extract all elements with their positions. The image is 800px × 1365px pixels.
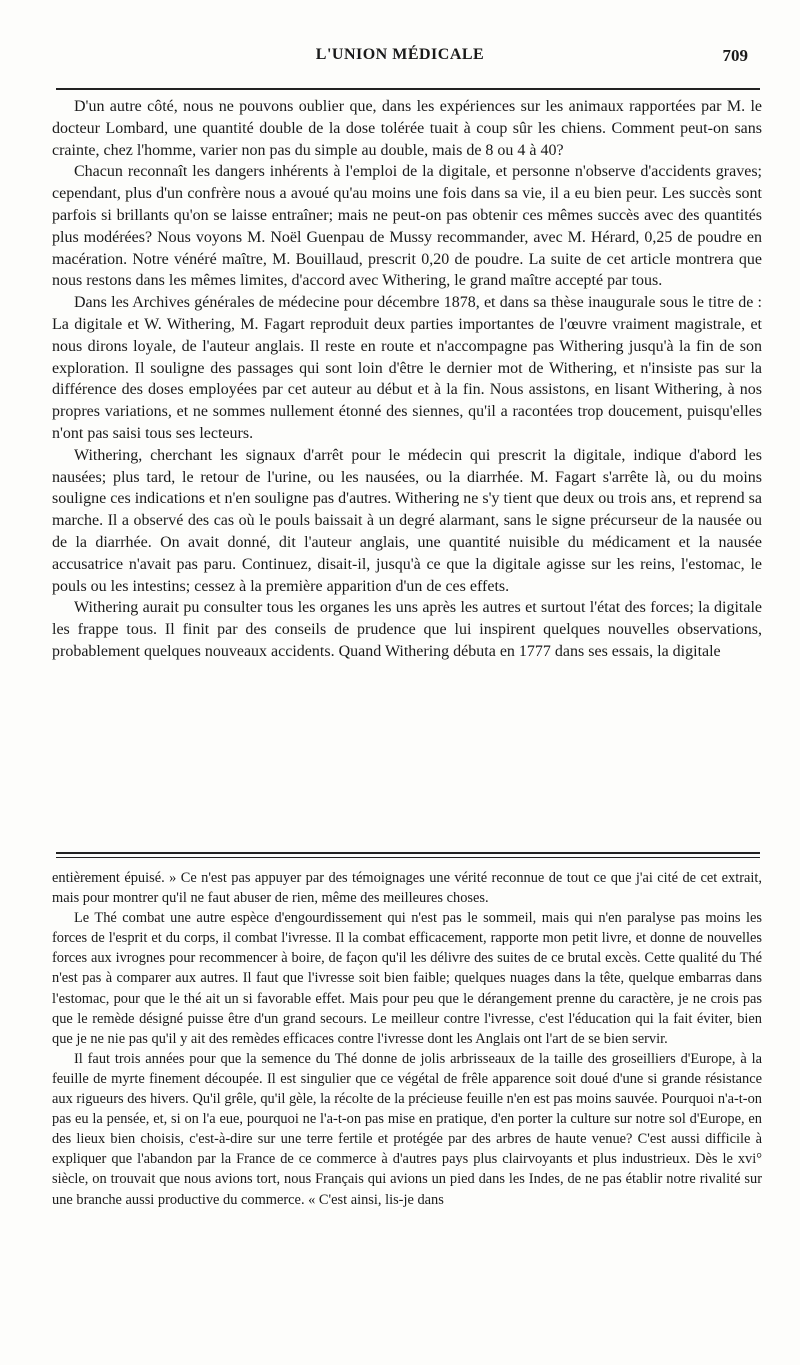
paragraph: Dans les Archives générales de médecine pour décembre 1878, et dans sa thèse inaugurale sous le titre de : La digitale et W. Withering, M. Fagart reproduit deux parties importantes de l'œuvre vraiment magistrale, et nous dirons loyale, de l'auteur anglais. Il reste en route et n'accompagne pas Withering jusqu'à la fin de son exploration. Il souligne des passages qui sont loin d'être le dernier mot de Withering, et n'insiste pas sur la différence des doses employées par cet auteur au début et à la fin. Nous assistons, en lisant Withering, à nos propres variations, et ne sommes nullement étonné des siennes, qu'il a racontées trop doucement, puisqu'elles n'ont pas saisi tous ses lecteurs.	[52, 294, 762, 442]
note-paragraph: Il faut trois années pour que la semence du Thé donne de jolis arbrisseaux de la taille des groseilliers d'Europe, à la feuille de myrte finement découpée. Il est singulier que ce végétal de frêle apparence soit doué d'une si grande résistance aux rigueurs des hivers. Qu'il grêle, qu'il gèle, la récolte de la précieuse feuille n'en est pas moins sauvée. Pourquoi n'a-t-on pas eu la pensée, et, si on l'a eue, pourquoi ne l'a-t-on pas mise en pratique, d'en porter la culture sur notre sol d'Europe, en des lieux bien choisis, c'est-à-dire sur une terre fertile et protégée par des arbres de haute venue? C'est aussi difficile à expliquer que l'abandon par la France de ce commerce à d'autres pays plus clairvoyants et plus industrieux. Dès le xvi° siècle, on trouvait que nous avions tort, nous Français qui avions un pied dans les Indes, de ne pas établir notre rivalité sur une branche aussi productive du commerce. « C'est ainsi, lis-je dans	[52, 1050, 762, 1208]
paragraph: Withering, cherchant les signaux d'arrêt pour le médecin qui prescrit la digitale, indique d'abord les nausées; plus tard, le retour de l'urine, ou les nausées, ou la diarrhée. M. Fagart s'arrête là, ou du moins souligne ces indications et n'en souligne pas d'autres. Withering ne s'y tient que deux ou trois ans, et reprend sa marche. Il a observé des cas où le pouls baissait à un degré alarmant, sans le signe précurseur de la nausée ou de la diarrhée. On avait donné, dit l'auteur anglais, une quantité nuisible du médicament et la nausée accusatrice n'avait pas paru. Continuez, disait-il, jusqu'à ce que la digitale agisse sur les reins, l'estomac, le pouls ou les intestins; cessez à la première apparition d'un de ces effets.	[52, 446, 762, 595]
note-paragraph: Le Thé combat une autre espèce d'engourdissement qui n'est pas le sommeil, mais qui n'en paralyse pas moins les forces de l'esprit et du corps, il combat l'ivresse. Il la combat efficacement, rapporte mon petit livre, et donne de nouvelles forces aux ivrognes pour recommencer à boire, de façon qu'il les délivre des suites de ce brutal excès. Cette qualité du Thé n'est pas à comparer aux autres. Il faut que l'ivresse soit bien faible; quelques nuages dans la tête, quelque embarras dans l'estomac, pour que le thé ait un si favorable effet. Mais pour peu que le dérangement prenne du caractère, je ne crois pas que le remède désigné puisse être d'un grand secours. Le meilleur contre l'ivresse, c'est l'éducation qui la fait éviter, bien que je ne nie pas qu'il y ait des remèdes efficaces contre l'ivresse dont les Anglais ont l'art de se bien servir.	[52, 910, 762, 1047]
header-rule	[56, 88, 760, 90]
paragraph: D'un autre côté, nous ne pouvons oublier que, dans les expériences sur les animaux rapportées par M. le docteur Lombard, une quantité double de la dose tolérée tuait à coup sûr les chiens. Comment peut-on sans crainte, chez l'homme, varier non pas du simple au double, mais de 8 ou 4 à 40?	[52, 98, 762, 159]
journal-title: L'UNION MÉDICALE	[315, 46, 485, 63]
page-number: 709	[722, 46, 748, 65]
paragraph: Chacun reconnaît les dangers inhérents à l'emploi de la digitale, et personne n'observe d'accidents graves; cependant, plus d'un confrère nous a avoué qu'au moins une fois dans sa vie, il a eu bien peur. Les succès sont parfois si brillants qu'on se laisse entraîner; mais ne peut-on pas obtenir ces mêmes succès avec des quantités plus modérées? Nous voyons M. Noël Guenpau de Mussy recommander, avec M. Hérard, 0,25 de poudre en macération. Notre vénéré maître, M. Bouillaud, prescrit 0,20 de poudre. La suite de cet article montrera que nous restons dans les mêmes limites, d'accord avec Withering, le grand maître accepté par tous.	[52, 163, 762, 290]
running-header	[60, 46, 748, 72]
note-paragraph: entièrement épuisé. » Ce n'est pas appuyer par des témoignages une vérité reconnue de tout ce que j'ai cité de cet extrait, mais pour montrer qu'il ne faut abuser de rien, même des meilleures choses.	[52, 870, 762, 907]
paragraph: Withering aurait pu consulter tous les organes les uns après les autres et surtout l'état des forces; la digitale les frappe tous. Il finit par des conseils de prudence que lui inspirent quelques nouvelles observations, probablement quelques nouveaux accidents. Quand Withering débuta en 1777 dans ses essais, la digitale	[52, 599, 762, 660]
section-rule-thin	[56, 857, 760, 858]
main-text	[52, 96, 762, 663]
section-rule	[56, 852, 760, 854]
feuilleton-text	[52, 868, 762, 1210]
